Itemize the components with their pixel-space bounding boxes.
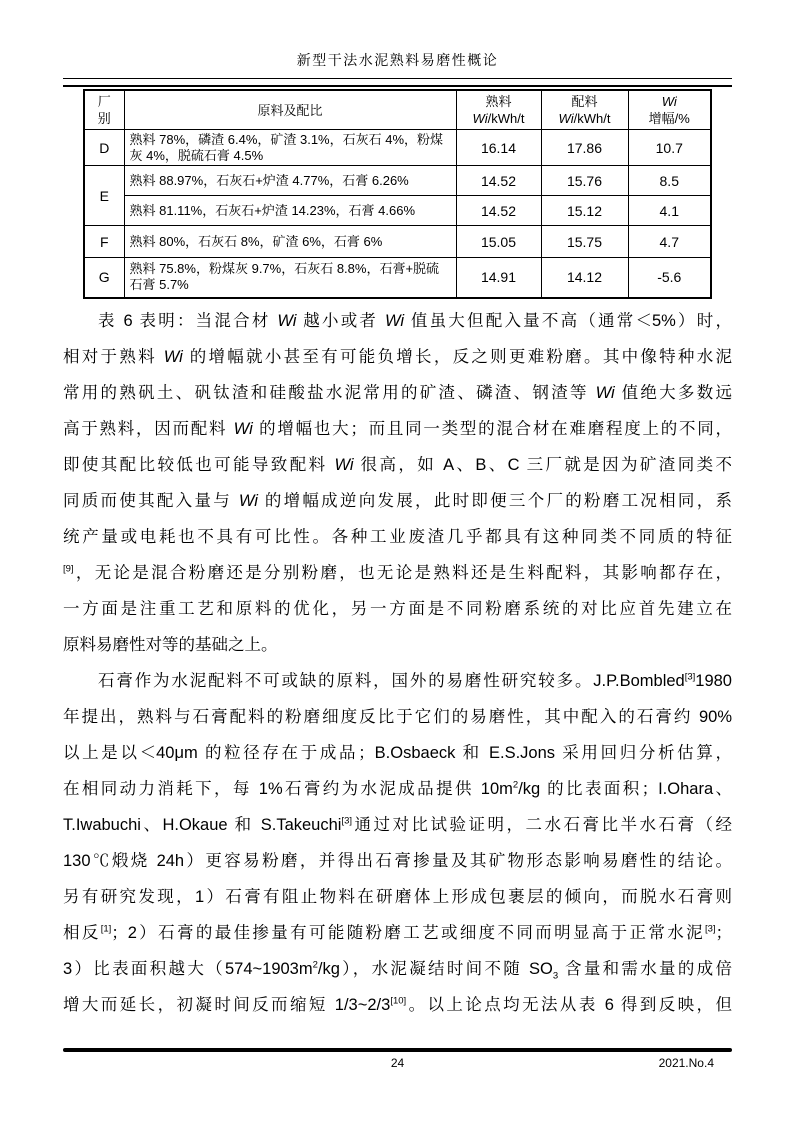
page-number: 24 <box>390 1056 405 1070</box>
table-row-e2 <box>84 196 711 226</box>
issue-label: 2021.No.4 <box>658 1056 714 1070</box>
cell-blend-wi: 15.12 <box>541 196 628 226</box>
cell-wi-increase: -5.6 <box>628 258 711 298</box>
cell-mix: 熟料 88.97%，石灰石+炉渣 4.77%，石膏 6.26% <box>124 166 456 196</box>
text-line <box>63 411 732 447</box>
text-line <box>63 519 732 555</box>
cell-plant: G <box>84 258 124 298</box>
text-segment: Wi <box>233 419 253 438</box>
text-line <box>63 771 732 807</box>
text-segment: 高于熟料，因而配料 <box>63 419 234 438</box>
cell-clinker-wi: 15.05 <box>456 226 541 258</box>
text-segment: 表 6 表明：当混合材 <box>98 311 278 330</box>
text-segment: 值绝大多数远 <box>614 383 732 402</box>
text-line <box>63 699 732 735</box>
text-segment: [10] <box>390 995 407 1006</box>
text-segment: 原料易磨性对等的基础之上。 <box>63 635 278 654</box>
text-segment: [1] <box>100 923 112 934</box>
text-segment: 石膏作为水泥配料不可或缺的原料，国外的易磨性研究较多。J.P.Bombled <box>98 671 685 690</box>
text-segment: [3] <box>704 923 716 934</box>
text-segment: 原料及配比 <box>257 102 323 118</box>
text-segment: Wi <box>277 311 297 330</box>
text-segment: 130℃煅烧 24h）更容易粉磨，并得出石膏掺量及其矿物形态影响易磨性的结论。 <box>63 851 732 870</box>
col-header-blend-wi <box>541 90 628 130</box>
text-line <box>544 110 626 127</box>
text-segment: 2 <box>312 959 318 970</box>
text-segment: 相反 <box>63 923 101 942</box>
cell-wi-increase: 8.5 <box>628 166 711 196</box>
text-segment: 统产量或电耗也不具有可比性。各种工业废渣几乎都具有这种同类不同质的特征 <box>63 527 732 546</box>
text-line <box>631 110 709 127</box>
text-segment: 增幅/% <box>648 111 690 126</box>
text-line <box>63 591 732 627</box>
text-segment: ； <box>715 923 732 942</box>
text-line <box>459 93 539 110</box>
text-segment: 别 <box>97 111 111 126</box>
text-line <box>459 110 539 127</box>
grindability-table <box>83 89 712 299</box>
text-segment: /kWh/t <box>487 111 525 126</box>
text-segment: 一方面是注重工艺和原料的优化，另一方面是不同粉磨系统的对比应首先建立在 <box>63 599 732 618</box>
table-row-f <box>84 226 711 258</box>
text-segment: Wi <box>384 311 405 330</box>
text-line <box>87 110 122 127</box>
text-segment: 配料 <box>571 94 598 109</box>
text-segment: 。以上论点均无法从表 6 得到反映，但 <box>406 995 732 1014</box>
text-segment: 增大而延长，初凝时间反而缩短 1/3~2/3 <box>63 995 391 1014</box>
text-segment: 3 <box>552 969 559 981</box>
text-segment: Wi <box>558 111 574 126</box>
text-line <box>63 951 732 987</box>
text-line <box>63 447 732 483</box>
cell-clinker-wi: 16.14 <box>456 130 541 166</box>
cell-blend-wi: 14.12 <box>541 258 628 298</box>
text-segment: 3）比表面积越大（574~1903m <box>63 959 313 978</box>
text-segment: 很高，如 A、B、C 三厂就是因为矿渣同类不 <box>353 455 732 474</box>
text-line <box>63 375 732 411</box>
cell-wi-increase: 10.7 <box>628 130 711 166</box>
paragraph-table6-discussion <box>63 303 732 663</box>
text-line <box>127 102 454 119</box>
text-segment: Wi <box>472 111 488 126</box>
paragraph-gypsum-research <box>63 663 732 1023</box>
text-line <box>63 735 732 771</box>
text-line <box>63 303 732 339</box>
text-segment: 通过对比试验证明，二水石膏比半水石膏（经 <box>352 815 733 834</box>
text-segment: T.Iwabuchi、H.Okaue 和 S.Takeuchi <box>63 815 342 834</box>
text-line <box>63 915 732 951</box>
table-row-d <box>84 130 711 166</box>
text-segment: Wi <box>595 383 615 402</box>
text-segment: 在相同动力消耗下，每 1%石膏约为水泥成品提供 10m <box>63 779 513 798</box>
text-segment: 的增幅就小甚至有可能负增长，反之则更难粉磨。其中像特种水泥 <box>182 347 732 366</box>
text-line <box>63 339 732 375</box>
cell-wi-increase: 4.7 <box>628 226 711 258</box>
text-line <box>63 879 732 915</box>
text-line <box>63 843 732 879</box>
footer-rule <box>63 1048 732 1052</box>
cell-clinker-wi: 14.52 <box>456 196 541 226</box>
text-segment: /kg），水泥凝结时间不随 SO <box>317 959 553 978</box>
body-text <box>63 303 732 1023</box>
text-segment: 含量和需水量的成倍 <box>558 959 732 978</box>
text-segment: 值虽大但配入量不高（通常＜5%）时， <box>404 311 732 330</box>
text-line <box>63 807 732 843</box>
cell-plant: F <box>84 226 124 258</box>
text-segment: 的增幅成逆向发展，此时即便三个厂的粉磨工况相同，系 <box>257 491 732 510</box>
text-segment: [9] <box>63 563 74 574</box>
table-row-g <box>84 258 711 298</box>
text-segment: ，无论是混合粉磨还是分别粉磨，也无论是熟料还是生料配料，其影响都存在， <box>73 563 732 582</box>
cell-plant: D <box>84 130 124 166</box>
text-segment: [3] <box>684 671 696 682</box>
text-line <box>63 663 732 699</box>
cell-wi-increase: 4.1 <box>628 196 711 226</box>
text-segment: 常用的熟矾土、矾钛渣和硅酸盐水泥常用的矿渣、磷渣、钢渣等 <box>63 383 596 402</box>
table-header-row <box>84 90 711 130</box>
cell-blend-wi: 15.75 <box>541 226 628 258</box>
page-footer <box>63 1048 732 1072</box>
text-segment: 相对于熟料 <box>63 347 164 366</box>
text-segment: 厂 <box>97 94 111 109</box>
text-line <box>87 93 122 110</box>
cell-mix: 熟料 75.8%，粉煤灰 9.7%，石灰石 8.8%，石膏+脱硫石膏 5.7% <box>124 258 456 298</box>
text-segment: Wi <box>163 347 183 366</box>
cell-mix: 熟料 78%，磷渣 6.4%，矿渣 3.1%，石灰石 4%，粉煤灰 4%，脱硫石膏 4.5% <box>124 130 456 166</box>
footer-row <box>63 1056 732 1072</box>
text-segment: /kWh/t <box>573 111 611 126</box>
text-segment: 即使其配比较低也可能导致配料 <box>63 455 335 474</box>
col-header-mix <box>124 90 456 130</box>
cell-clinker-wi: 14.52 <box>456 166 541 196</box>
col-header-plant <box>84 90 124 130</box>
col-header-clinker-wi <box>456 90 541 130</box>
cell-blend-wi: 15.76 <box>541 166 628 196</box>
text-segment: 以上是以＜40μm 的粒径存在于成品；B.Osbaeck 和 E.S.Jons 采用回归分析估算， <box>63 743 732 762</box>
cell-mix: 熟料 80%，石灰石 8%，矿渣 6%，石膏 6% <box>124 226 456 258</box>
text-segment: ；2）石膏的最佳掺量有可能随粉磨工艺或细度不同而明显高于正常水泥 <box>111 923 705 942</box>
col-header-wi-increase <box>628 90 711 130</box>
text-line <box>631 93 709 110</box>
text-line <box>63 555 732 591</box>
text-segment: 另有研究发现，1）石膏有阻止物料在研磨体上形成包裹层的倾向，而脱水石膏则 <box>63 887 732 906</box>
text-line <box>544 93 626 110</box>
cell-blend-wi: 17.86 <box>541 130 628 166</box>
text-segment: 同质而使其配入量与 <box>63 491 239 510</box>
text-segment: /kg 的比表面积；I.Ohara、 <box>518 779 732 798</box>
text-segment: Wi <box>238 491 258 510</box>
text-segment: Wi <box>334 455 354 474</box>
text-segment: 2 <box>512 779 519 790</box>
text-segment: 的增幅也大；而且同一类型的混合材在难磨程度上的不同， <box>252 419 732 438</box>
text-segment: 1980 <box>695 671 732 690</box>
text-segment: 熟料 <box>485 94 512 109</box>
text-segment: 越小或者 <box>296 311 385 330</box>
table-row-e1 <box>84 166 711 196</box>
cell-clinker-wi: 14.91 <box>456 258 541 298</box>
text-segment: [3] <box>341 815 353 826</box>
text-line <box>63 627 732 663</box>
cell-mix: 熟料 81.11%，石灰石+炉渣 14.23%，石膏 4.66% <box>124 196 456 226</box>
page-header-title: 新型干法水泥熟料易磨性概论 <box>296 52 499 68</box>
text-line <box>63 483 732 519</box>
header-rule-thin <box>63 78 732 79</box>
text-segment: 年提出，熟料与石膏配料的粉磨细度反比于它们的易磨性，其中配入的石膏约 90% <box>63 707 732 726</box>
cell-plant: E <box>84 166 124 226</box>
text-line <box>63 987 732 1023</box>
text-segment: Wi <box>661 94 677 109</box>
header-rule-thick <box>63 85 732 87</box>
